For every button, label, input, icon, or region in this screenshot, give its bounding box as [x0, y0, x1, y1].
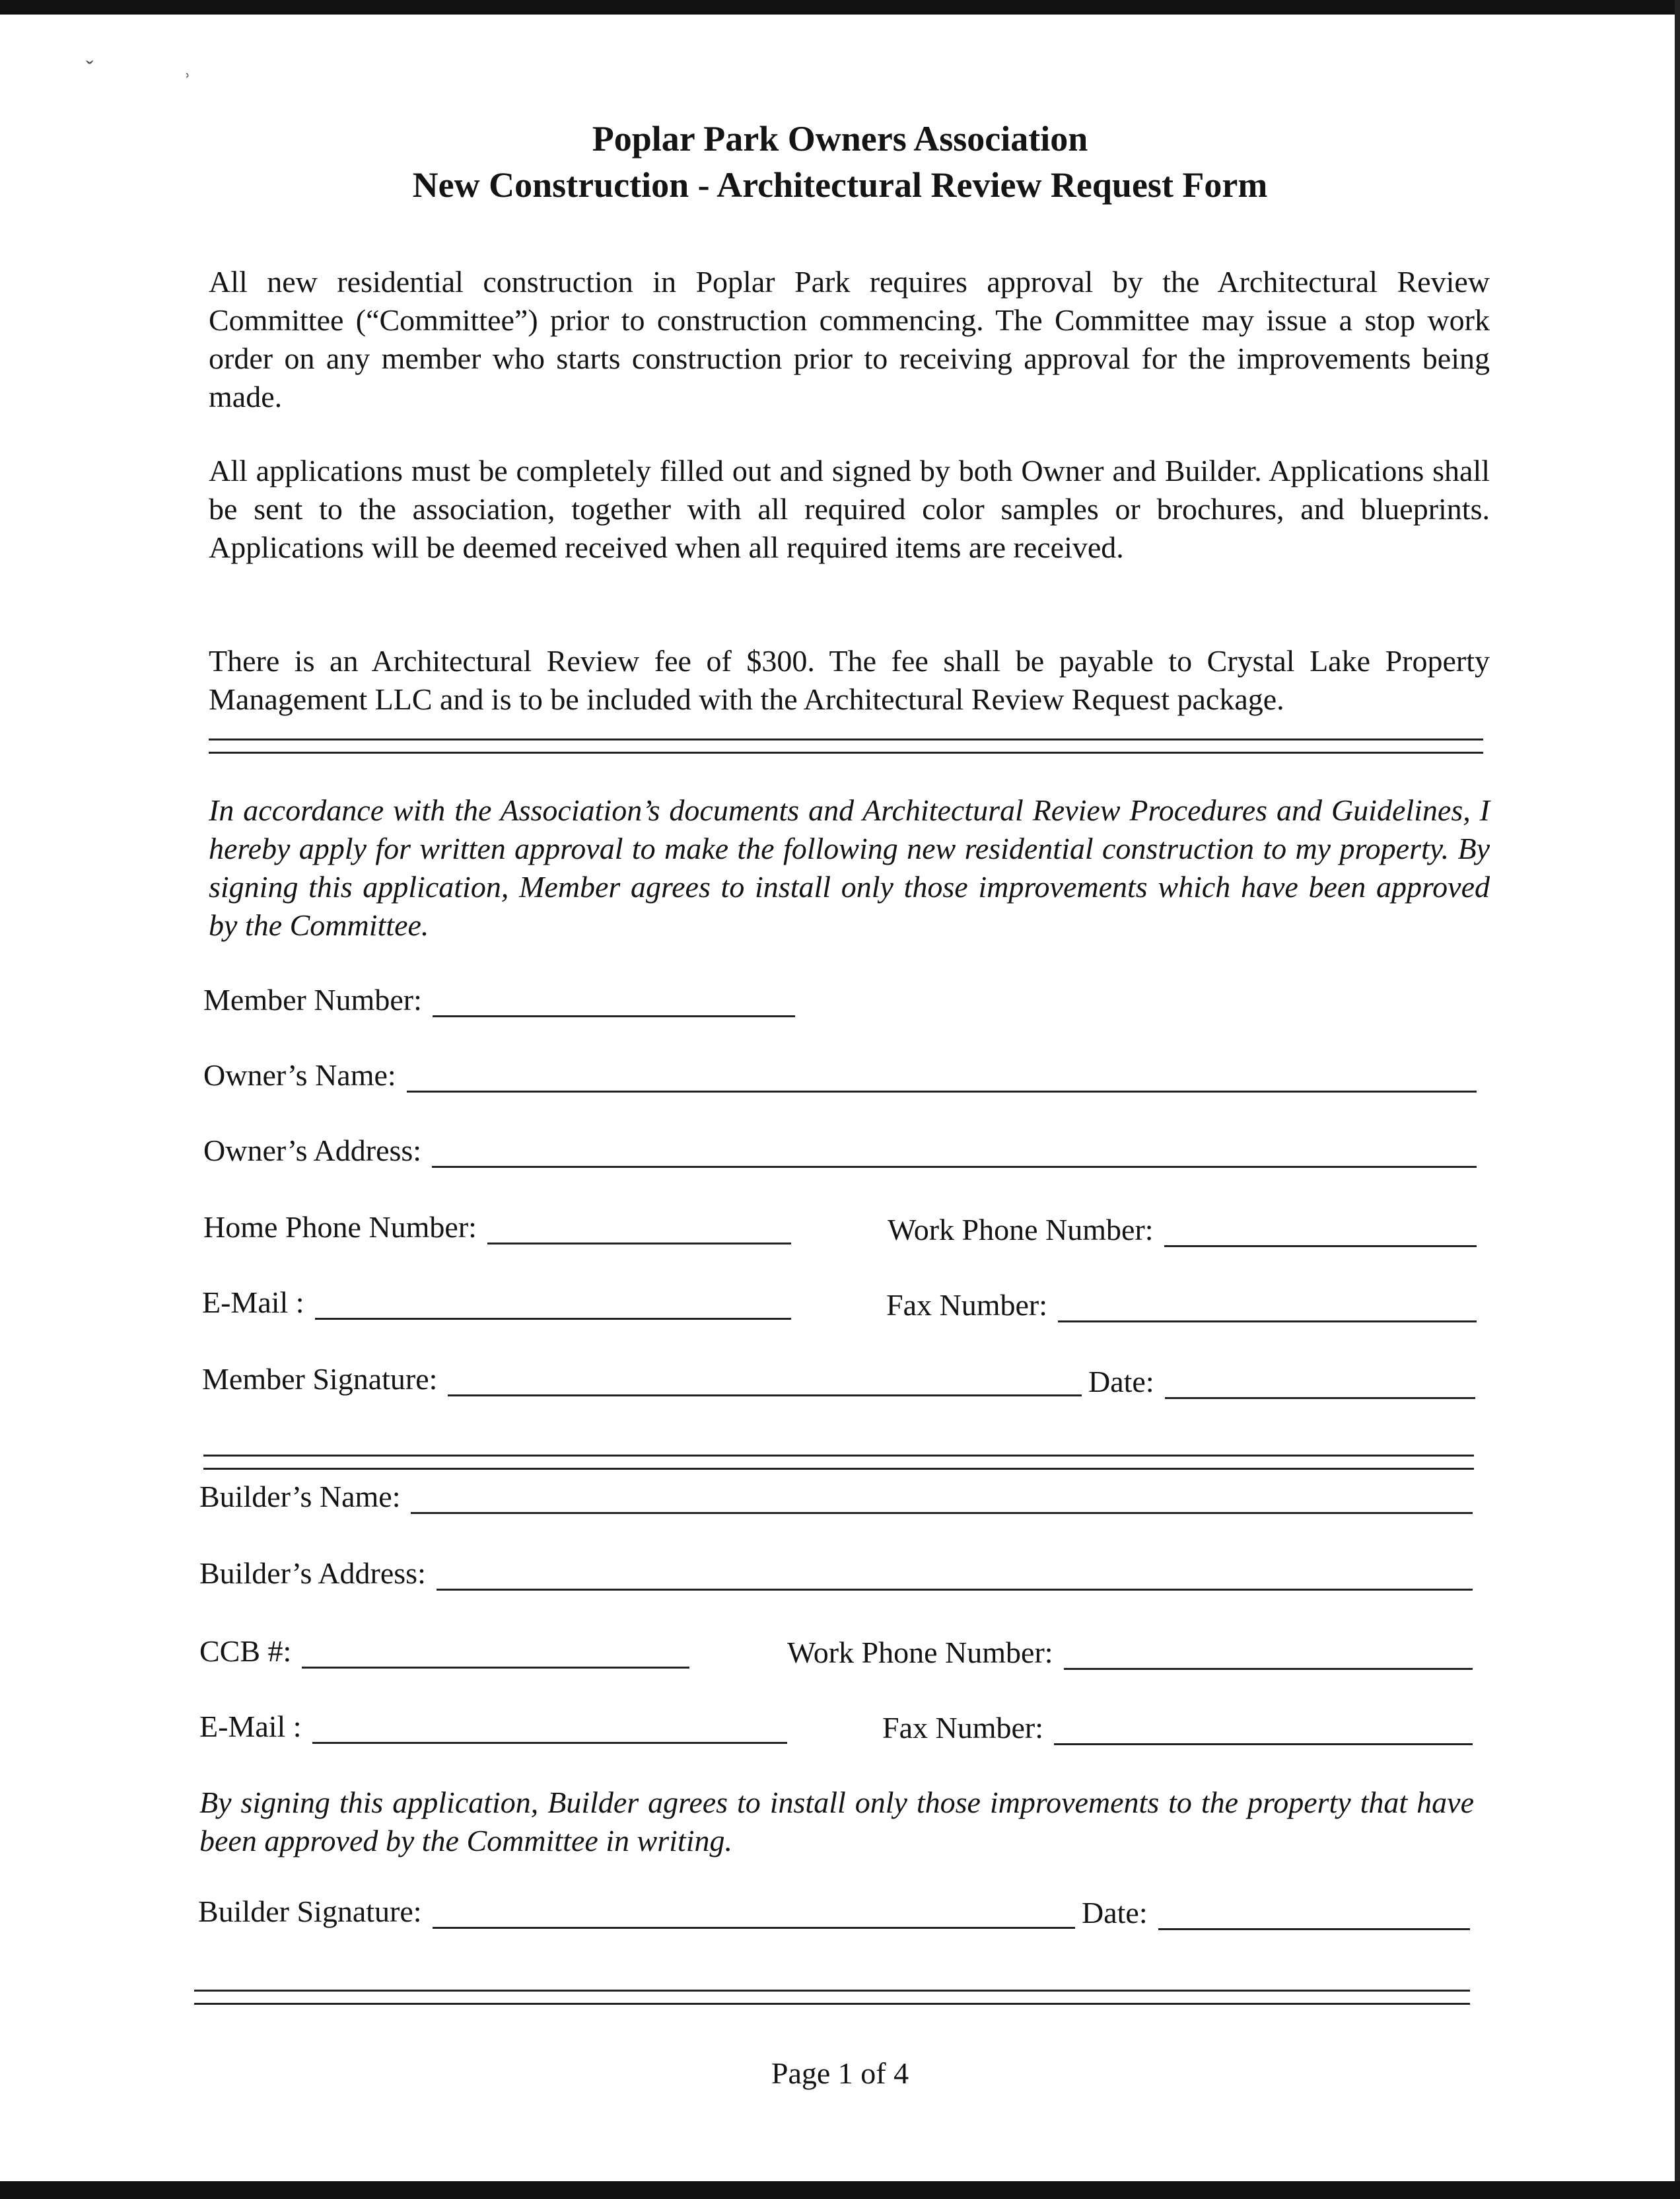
member-number-label: Member Number:: [203, 983, 422, 1017]
owner-email-field[interactable]: [202, 1285, 791, 1320]
ccb-number-field[interactable]: [199, 1634, 689, 1669]
scan-border-right: [1675, 0, 1680, 2199]
member-number-field[interactable]: [203, 983, 795, 1017]
builder-email-label: E-Mail :: [199, 1710, 302, 1743]
member-date-label: Date:: [1088, 1365, 1154, 1398]
member-date-line[interactable]: [1165, 1371, 1475, 1399]
member-number-line[interactable]: [433, 989, 795, 1017]
builder-date-line[interactable]: [1158, 1902, 1470, 1930]
builder-signature-line[interactable]: [433, 1900, 1075, 1929]
builder-signature-field[interactable]: [198, 1894, 1075, 1929]
builder-date-label: Date:: [1082, 1896, 1148, 1929]
divider-rule: [209, 739, 1483, 740]
scan-border-bottom: [0, 2181, 1680, 2199]
work-phone-line[interactable]: [1164, 1219, 1477, 1247]
builder-name-field[interactable]: [199, 1480, 1473, 1514]
builder-address-label: Builder’s Address:: [199, 1556, 426, 1590]
work-phone-label: Work Phone Number:: [888, 1213, 1154, 1246]
builder-work-phone-field[interactable]: [787, 1636, 1473, 1670]
owner-address-field[interactable]: [203, 1134, 1477, 1168]
builder-signature-label: Builder Signature:: [198, 1894, 422, 1928]
owner-fax-label: Fax Number:: [886, 1288, 1048, 1322]
builder-address-field[interactable]: [199, 1556, 1473, 1591]
intro-paragraph-2: All applications must be completely filled out and signed by both Owner and Builder. Applications shall be sent to the association, together with all required color samples or brochures, and blueprints. Applications will be deemed received when all required items are received.: [209, 454, 1490, 564]
owner-fax-line[interactable]: [1058, 1294, 1477, 1322]
builder-statement: By signing this application, Builder agrees to install only those improvements to the property that have been approved by the Committee in writing.: [199, 1785, 1474, 1857]
intro-paragraph-1: All new residential construction in Poplar Park requires approval by the Architectural Review Committee (“Committee”) prior to construction commencing. The Committee may issue a stop work order on any member who starts construction prior to receiving approval for the improvements being made.: [209, 265, 1490, 414]
builder-email-line[interactable]: [312, 1715, 787, 1744]
ccb-number-line[interactable]: [302, 1640, 689, 1669]
scan-border-top: [0, 0, 1680, 15]
member-date-field[interactable]: [1088, 1365, 1475, 1399]
ccb-number-label: CCB #:: [199, 1634, 292, 1668]
divider-rule: [194, 2003, 1470, 2005]
member-signature-field[interactable]: [202, 1362, 1082, 1396]
builder-address-line[interactable]: [437, 1562, 1473, 1591]
builder-date-field[interactable]: [1082, 1896, 1470, 1930]
home-phone-label: Home Phone Number:: [203, 1210, 477, 1244]
divider-rule: [203, 1455, 1474, 1457]
builder-name-label: Builder’s Name:: [199, 1480, 401, 1513]
owner-email-label: E-Mail :: [202, 1285, 304, 1319]
page-number: Page 1 of 4: [771, 2056, 909, 2090]
form-title: New Construction - Architectural Review Request Form: [412, 165, 1268, 205]
divider-rule: [209, 752, 1483, 754]
builder-work-phone-line[interactable]: [1064, 1641, 1473, 1670]
divider-rule: [194, 1990, 1470, 1992]
member-signature-label: Member Signature:: [202, 1362, 438, 1396]
home-phone-field[interactable]: [203, 1210, 791, 1244]
builder-fax-label: Fax Number:: [882, 1711, 1044, 1745]
owner-email-line[interactable]: [315, 1291, 791, 1320]
work-phone-field[interactable]: [888, 1213, 1477, 1247]
owner-name-line[interactable]: [407, 1064, 1477, 1093]
builder-fax-line[interactable]: [1054, 1717, 1473, 1745]
divider-rule: [203, 1468, 1474, 1470]
org-title: Poplar Park Owners Association: [592, 119, 1088, 159]
builder-name-line[interactable]: [411, 1486, 1473, 1514]
scan-artifact-mark: ˒: [184, 59, 192, 84]
builder-email-field[interactable]: [199, 1710, 787, 1744]
owner-address-label: Owner’s Address:: [203, 1134, 422, 1167]
owner-address-line[interactable]: [432, 1139, 1477, 1168]
member-signature-line[interactable]: [448, 1368, 1082, 1396]
builder-fax-field[interactable]: [882, 1711, 1473, 1745]
scan-artifact-mark: ˇ: [86, 57, 94, 81]
owner-name-label: Owner’s Name:: [203, 1058, 396, 1092]
owner-name-field[interactable]: [203, 1058, 1477, 1093]
builder-work-phone-label: Work Phone Number:: [787, 1636, 1053, 1669]
member-statement: In accordance with the Association’s documents and Architectural Review Procedures and Guidelines, I hereby apply for written approval to make the following new residential construction to my property. By signing this application, Member agrees to install only those improvements which have been approved by the Committee.: [209, 793, 1490, 942]
fee-paragraph: There is an Architectural Review fee of $300. The fee shall be payable to Crystal Lake Property Management LLC and is to be included with the Architectural Review Request package.: [209, 644, 1490, 716]
home-phone-line[interactable]: [487, 1216, 791, 1244]
owner-fax-field[interactable]: [886, 1288, 1477, 1322]
